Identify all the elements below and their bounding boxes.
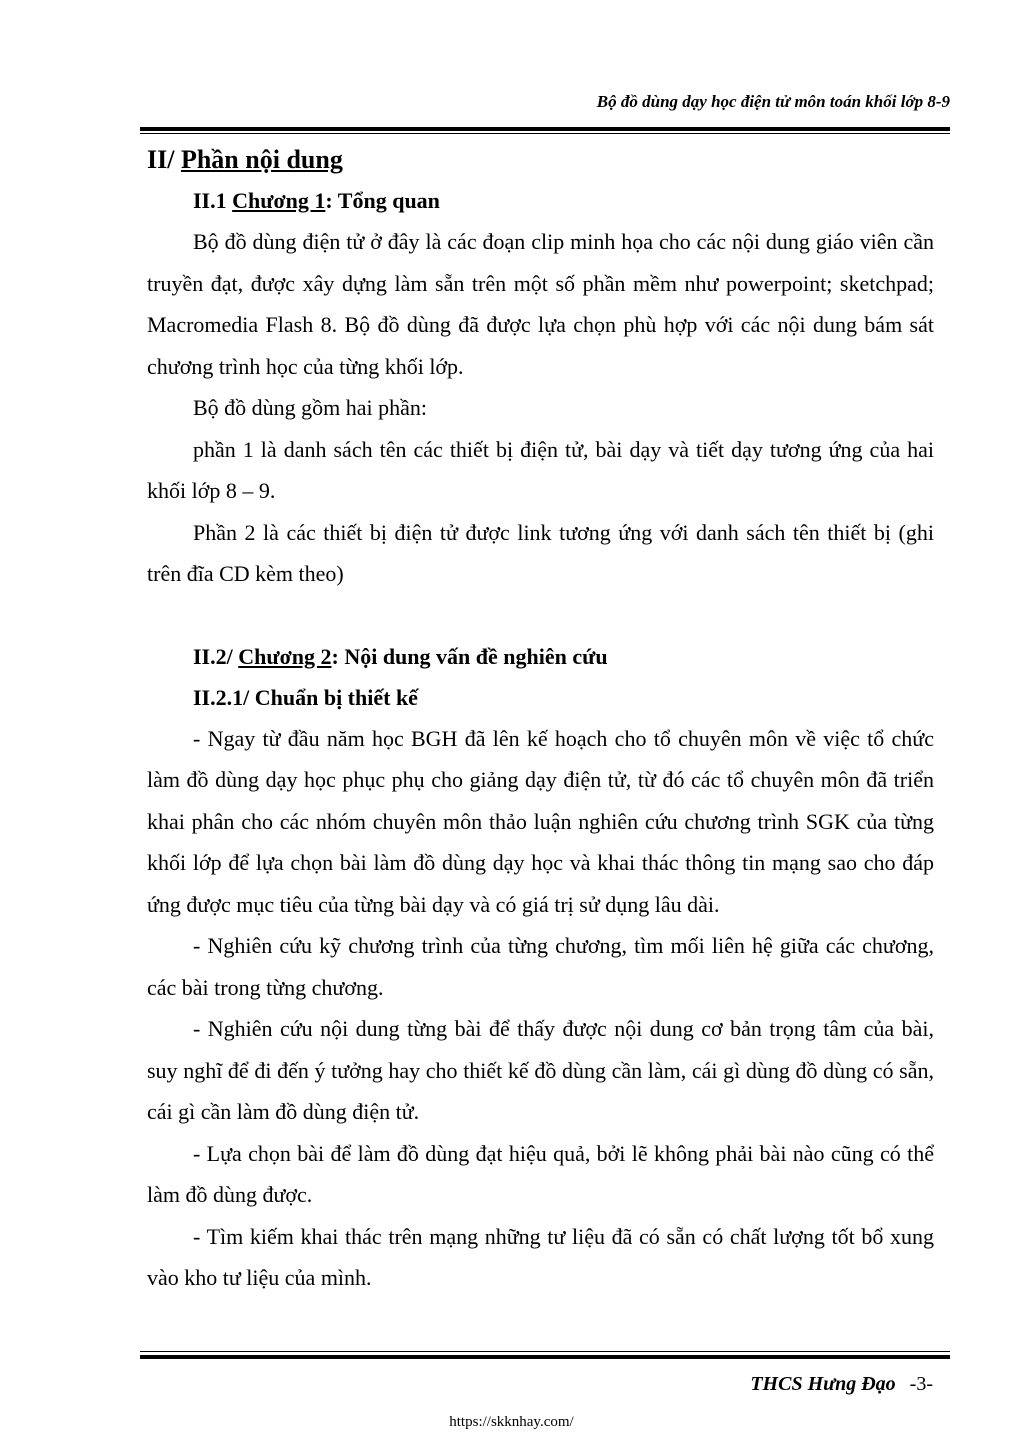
chapter1-paragraph: Bộ đồ dùng điện tử ở đây là các đoạn clip minh họa cho các nội dung giáo viên cần truyền đạt, được xây dựng làm sẵn trên một số phần mềm như powerpoint; sketchpad; Macromedia Flash 8. Bộ đồ dùng đã được lựa chọn phù hợp với các nội dung bám sát chương trình học của từng khối lớp.: [147, 229, 934, 379]
chapter1-label: Chương 1: [232, 188, 326, 213]
chapter2-heading: [147, 636, 934, 677]
header-rule-thin: [140, 133, 950, 134]
chapter2-subheading: II.2.1/ Chuẩn bị thiết kế: [193, 684, 418, 710]
chapter2-suffix: : Nội dung vấn đề nghiên cứu: [331, 643, 608, 669]
chapter2-paragraph: - Tìm kiếm khai thác trên mạng những tư liệu đã có sẵn có chất lượng tốt bổ xung vào kho tư liệu của mình.: [147, 1223, 934, 1290]
chapter1-paragraph: Phần 2 là các thiết bị điện tử được link tương ứng với danh sách tên thiết bị (ghi trên đĩa CD kèm theo): [147, 519, 934, 586]
page-footer: [0, 1373, 933, 1396]
chapter1-prefix: II.1: [193, 188, 227, 213]
running-header: Bộ đồ dùng dạy học điện tử môn toán khối lớp 8-9: [596, 92, 950, 111]
section-title-text: Phần nội dung: [180, 145, 343, 174]
chapter2-label: Chương 2: [238, 643, 332, 669]
source-url: https://skknhay.com/: [449, 1414, 574, 1430]
footer-rule-thick: [140, 1355, 950, 1359]
page-number: -3-: [909, 1373, 933, 1395]
chapter2-paragraph: - Ngay từ đầu năm học BGH đã lên kế hoạch cho tổ chuyên môn về việc tổ chức làm đồ dùng dạy học phục phụ cho giảng dạy điện tử, từ đó các tổ chuyên môn đã triển khai phân cho các nhóm chuyên môn thảo luận nghiên cứu chương trình SGK của từng khối lớp để lựa chọn bài làm đồ dùng dạy học và khai thác thông tin mạng sao cho đáp ứng được mục tiêu của từng bài dạy và có giá trị sử dụng lâu dài.: [147, 725, 934, 917]
section-title: [147, 140, 934, 180]
chapter2-paragraph: - Nghiên cứu nội dung từng bài để thấy được nội dung cơ bản trọng tâm của bài, suy nghĩ để đi đến ý tưởng hay cho thiết kế đồ dùng cần làm, cái gì dùng đồ dùng có sẵn, cái gì cần làm đồ dùng điện tử.: [147, 1016, 934, 1124]
section-title-prefix: II/: [147, 145, 175, 174]
chapter2-prefix: II.2/: [193, 643, 233, 669]
footer-school: THCS Hưng Đạo: [750, 1373, 896, 1395]
chapter1-paragraph: phần 1 là danh sách tên các thiết bị điện tử, bài dạy và tiết dạy tương ứng của hai khối lớp 8 – 9.: [147, 436, 934, 503]
chapter2-paragraph: - Lựa chọn bài để làm đồ dùng đạt hiệu quả, bởi lẽ không phải bài nào cũng có thể làm đồ dùng được.: [147, 1140, 934, 1207]
chapter1-suffix: : Tổng quan: [325, 188, 440, 213]
header-rule-thick: [140, 127, 950, 131]
spacer: [147, 595, 934, 636]
footer-rule-thin: [140, 1351, 950, 1352]
chapter2-paragraph: - Nghiên cứu kỹ chương trình của từng chương, tìm mối liên hệ giữa các chương, các bài trong từng chương.: [147, 933, 934, 1000]
chapter1-heading: [147, 180, 934, 221]
page-content: [147, 140, 934, 1299]
chapter1-paragraph: Bộ đồ dùng gồm hai phần:: [193, 395, 428, 420]
